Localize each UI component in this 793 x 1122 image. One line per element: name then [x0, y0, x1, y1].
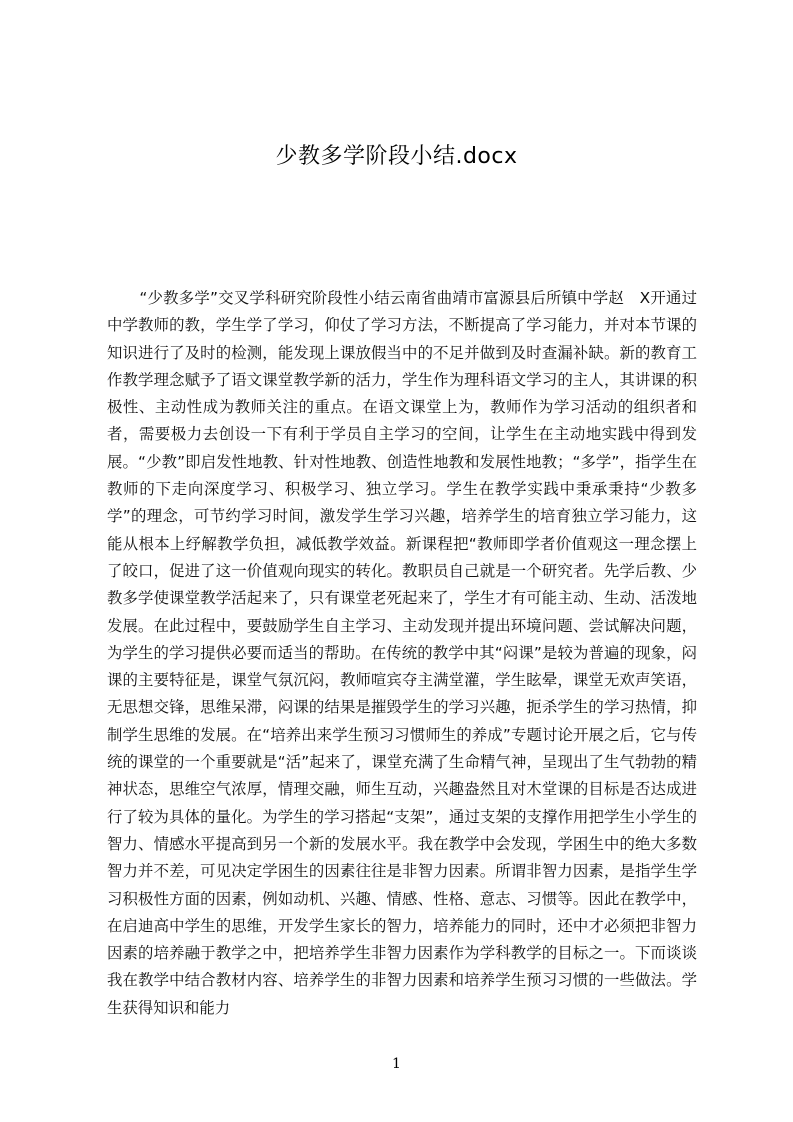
- document-title: 少教多学阶段小结.docx: [275, 144, 518, 169]
- page-number: 1: [392, 1056, 401, 1072]
- body-paragraph: “少教多学”交叉学科研究阶段性小结云南省曲靖市富源县后所镇中学赵 X开通过中学教师的教，学生学了学习，仰仗了学习方法，不断提高了学习能力，并对本节课的知识进行了及时的检测，能发现上课放假当中的不足并做到及时查漏补缺。新的教育工作教学理念赋予了语文课堂教学新的活力，学生作为理科语文学习的主人，其讲课的积极性、主动性成为教师关注的重点。在语文课堂上为，教师作为学习活动的组织者和者，需要极力去创设一下有利于学员自主学习的空间，让学生在主动地实践中得到发展。“少教”即启发性地教、针对性地教、创造性地教和发展性地教；“多学”，指学生在教师的下走向深度学习、积极学习、独立学习。学生在教学实践中秉承秉持“少教多学”的理念，可节约学习时间，激发学生学习兴趣，培养学生的培育独立学习能力，这能从根本上纾解教学负担，减低教学效益。新课程把“教师即学者价值观这一理念摆上了皎口，促进了这一价值观向现实的转化。教职员自己就是一个研究者。先学后教、少教多学使课堂教学活起来了，只有课堂老死起来了，学生才有可能主动、生动、活泼地发展。在此过程中，要鼓励学生自主学习、主动发现并提出环境问题、尝试解决问题，为学生的学习提供必要而适当的帮助。在传统的教学中其“闷课”是较为普遍的现象，闷课的主要特征是，课堂气氛沉闷，教师喧宾夺主满堂灌，学生眩晕，课堂无欢声笑语，无思想交锋，思维呆滞，闷课的结果是摧毁学生的学习兴趣，扼杀学生的学习热情，抑制学生思维的发展。在“培养出来学生预习习惯师生的养成”专题讨论开展之后，它与传统的课堂的一个重要就是“活”起来了，课堂充满了生命精气神，呈现出了生气勃勃的精神状态，思维空气浓厚，情理交融，师生互动，兴趣盎然且对木堂课的目标是否达成进行了较为具体的量化。为学生的学习搭起“支架”，通过支架的支撑作用把学生小学生的智力、情感水平提高到另一个新的发展水平。我在教学中会发现，学困生中的绝大多数智力并不差，可见决定学困生的因素往往是非智力因素。所谓非智力因素，是指学生学习积极性方面的因素，例如动机、兴趣、情感、性格、意志、习惯等。因此在教学中，在启迪高中学生的思维，开发学生家长的智力，培养能力的同时，还中才必须把非智力因素的培养融于教学之中，把培养学生非智力因素作为学科教学的目标之一。下而谈谈我在教学中结合教材内容、培养学生的非智力因素和培养学生预习习惯的一些做法。学生获得知识和能力: [107, 289, 697, 1017]
